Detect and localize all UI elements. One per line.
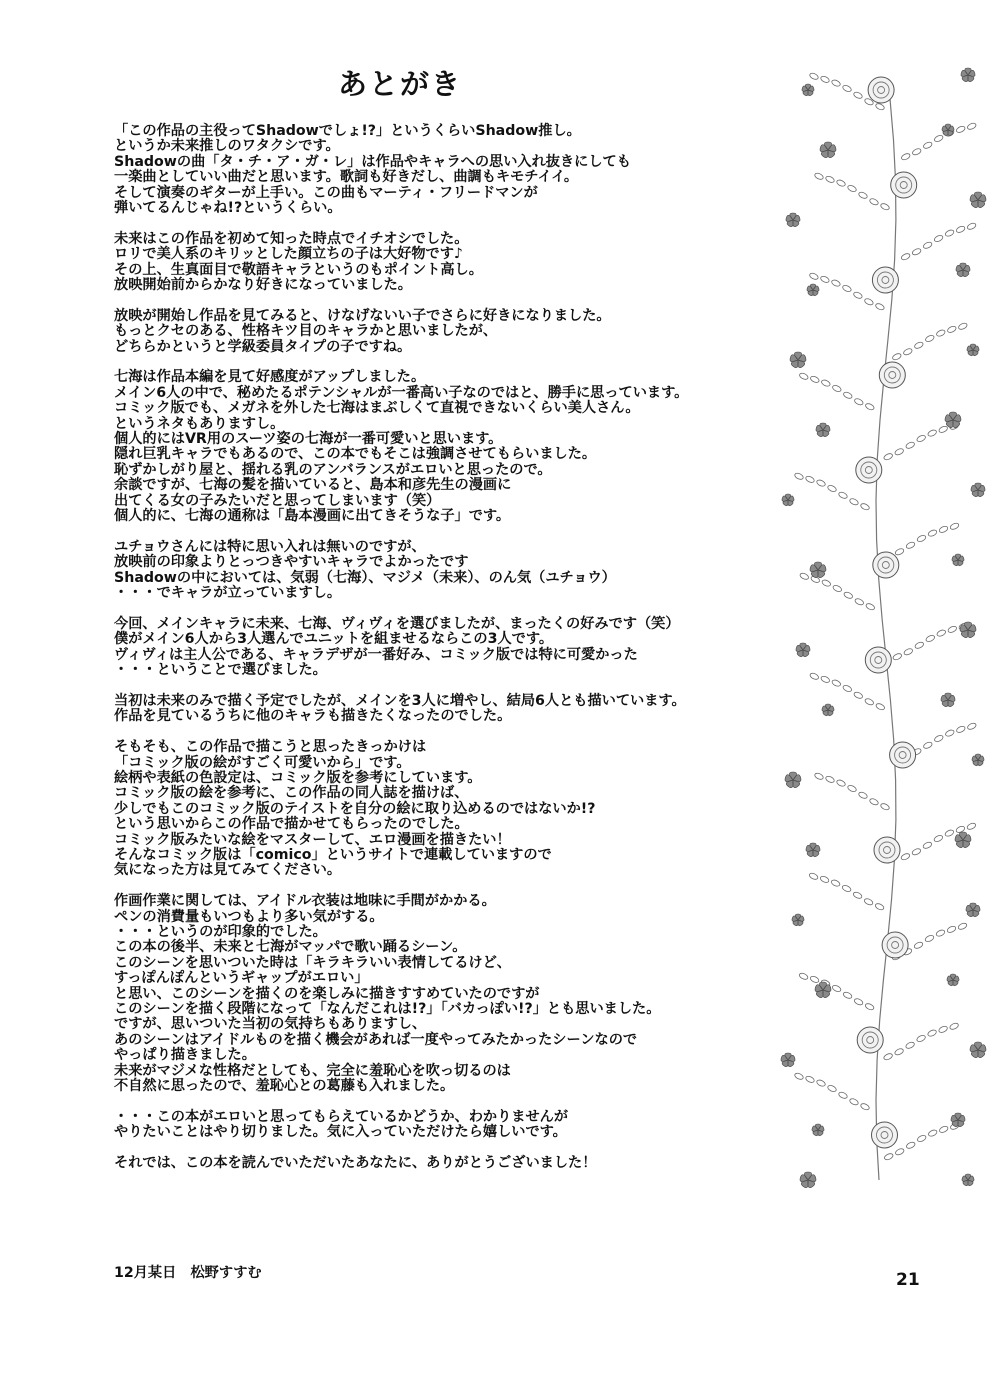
leaf — [956, 125, 966, 134]
blossom — [785, 772, 801, 788]
text-line: やっぱり描きました。 — [114, 1047, 256, 1064]
text-line: 「この作品の主役ってShadowでしょ!?」というくらいShadow推し。 — [114, 123, 581, 139]
leaf — [966, 222, 976, 231]
leaf — [809, 672, 819, 681]
leaf — [936, 629, 946, 638]
text-line: コミック版でも、メガネを外した七海はまぶしくて直視できないくらい美人さん。 — [114, 400, 640, 417]
leaf — [847, 784, 857, 793]
leaf — [946, 925, 956, 934]
text-line: それでは、この本を読んでいただいたあなたに、ありがとうございました！ — [114, 1155, 597, 1172]
leaf — [852, 891, 862, 900]
text-line: すっぽんぽんというギャップがエロい」 — [114, 970, 369, 987]
leaf — [927, 1029, 937, 1038]
text-line: 隠れ巨乳キャラでもあるので、この本でもそこは強調させてもらいました。 — [114, 446, 597, 463]
leaf — [849, 1098, 859, 1107]
text-line: 七海は作品本編を見て好感度がアップしました。 — [114, 369, 426, 386]
leaf — [843, 591, 853, 600]
leaf — [814, 772, 824, 781]
blossom — [782, 494, 794, 506]
leaf — [938, 525, 948, 534]
leaf — [945, 729, 955, 738]
text-line: 放映が開始し作品を見てみると、けなげないい子でさらに好きになりました。 — [114, 307, 611, 324]
leaf — [799, 572, 809, 581]
text-line: 不自然に思ったので、羞恥心との葛藤も入れました。 — [114, 1078, 455, 1095]
leaf — [916, 534, 926, 543]
paragraph — [114, 1156, 774, 1171]
blossom — [962, 1174, 974, 1186]
leaf — [819, 875, 829, 884]
leaf — [912, 148, 922, 157]
leaf — [825, 175, 835, 184]
leaf — [863, 898, 873, 907]
leaf — [922, 241, 932, 250]
text-line: ヴィヴィは主人公である、キャラデザが一番好み、コミック版では特に可愛かった — [114, 646, 638, 663]
paragraph — [114, 540, 774, 602]
leaf — [958, 322, 968, 331]
text-line: というネタもありますし。 — [114, 415, 285, 432]
leaf — [809, 272, 819, 281]
text-line: と思い、このシーンを描くのを楽しみに描きすすめていたのですが — [114, 985, 540, 1002]
leaf — [955, 225, 965, 234]
text-line: 弾いてるんじゃね!?というくらい。 — [114, 200, 342, 217]
blossom — [816, 423, 830, 437]
text-line: ・・・というのが印象的でした。 — [114, 924, 327, 940]
leaf — [880, 802, 890, 811]
leaf — [905, 1041, 915, 1050]
leaf — [947, 325, 957, 334]
leaf — [853, 291, 863, 300]
blossom — [802, 84, 814, 96]
paragraph — [114, 309, 774, 355]
leaf — [900, 252, 910, 261]
leaf — [860, 502, 870, 511]
blossom — [807, 284, 819, 296]
rose — [882, 932, 908, 958]
leaf — [923, 141, 933, 150]
text-line: 僕がメイン6人から3人選んでユニットを組ませるならこの3人です。 — [114, 631, 554, 648]
blossom — [970, 1042, 986, 1058]
rose — [890, 742, 916, 768]
leaf — [831, 279, 841, 288]
leaf — [820, 275, 830, 284]
leaf — [853, 91, 863, 100]
paragraph — [114, 740, 774, 879]
leaf — [842, 991, 852, 1000]
leaf — [853, 691, 863, 700]
text-line: という思いからこの作品で描かせてもらったのでした。 — [114, 816, 469, 833]
leaf — [911, 248, 921, 257]
text-line: ・・・でキャラが立っていますし。 — [114, 585, 342, 602]
paragraph — [114, 694, 774, 725]
blossom — [955, 832, 971, 848]
text-line: 未来はこの作品を初めて知った時点でイチオシでした。 — [114, 230, 469, 247]
text-line: この本の後半、未来と七海がマッパで歌い踊るシーン。 — [114, 939, 467, 956]
text-line: コミック版の絵を参考に、この作品の同人誌を描けば、 — [114, 785, 469, 802]
text-line: もっとクセのある、性格キツ目のキャラかと思いましたが、 — [114, 323, 498, 340]
text-line: 未来がマジメな性格だとしても、完全に羞恥心を吹っ切るのは — [114, 1062, 511, 1079]
leaf — [816, 1079, 826, 1088]
text-line: コミック版みたいな絵をマスターして、エロ漫画を描きたい！ — [114, 831, 511, 848]
paragraph — [114, 232, 774, 294]
text-line: 少しでもこのコミック版のテイストを自分の絵に取り込めるのではないか!? — [114, 800, 596, 817]
leaf — [949, 522, 959, 531]
leaf — [900, 852, 910, 861]
text-line: ロリで美人系のキリッとした顔立ちの子は大好物です♪ — [114, 246, 463, 263]
leaf — [903, 648, 913, 657]
text-line: ペンの消費量もいつもより多い気がする。 — [114, 908, 384, 925]
leaf — [905, 441, 915, 450]
text-line: 気になった方は見てみてください。 — [114, 862, 342, 879]
blossom — [961, 68, 975, 82]
afterword-body — [114, 124, 774, 1187]
leaf — [842, 84, 852, 93]
leaf — [935, 929, 945, 938]
leaf — [836, 779, 846, 788]
leaf — [944, 229, 954, 238]
leaf — [933, 234, 943, 243]
leaf — [843, 391, 853, 400]
paragraph — [114, 124, 774, 216]
text-line: 個人的にはVR用のスーツ姿の七海が一番可愛いと思います。 — [114, 431, 503, 448]
leaf — [895, 1148, 905, 1157]
blossom — [792, 914, 804, 926]
blossom — [800, 1172, 816, 1188]
leaf — [858, 191, 868, 200]
leaf — [967, 722, 977, 731]
blossom — [951, 1113, 965, 1127]
text-line: 今回、メインキャラに未来、七海、ヴィヴィを選びましたが、まったくの好みです（笑） — [114, 615, 680, 632]
text-line: そして演奏のギターが上手い。この曲もマーティ・フリードマンが — [114, 184, 538, 201]
leaf — [809, 975, 819, 984]
rose — [865, 647, 891, 673]
leaf — [967, 122, 977, 131]
text-line: 放映前の印象よりとっつきやすいキャラでよかったです — [114, 554, 469, 571]
leaf — [831, 79, 841, 88]
leaf — [869, 198, 879, 207]
blossom — [956, 263, 970, 277]
blossom — [952, 554, 964, 566]
leaf — [838, 491, 848, 500]
text-line: 個人的に、七海の通称は「島本漫画に出てきそうな子」です。 — [114, 508, 511, 525]
blossom — [947, 974, 959, 986]
leaf — [849, 498, 859, 507]
rose — [872, 1122, 898, 1148]
leaf — [883, 1052, 893, 1061]
leaf — [865, 602, 875, 611]
leaf — [816, 479, 826, 488]
blossom — [971, 483, 985, 497]
text-line: あのシーンはアイドルものを描く機会があれば一度やってみたかったシーンなので — [114, 1031, 638, 1048]
page-number: 21 — [896, 1270, 920, 1290]
leaf — [847, 184, 857, 193]
leaf — [799, 372, 809, 381]
text-line: 作画作業に関しては、アイドル衣装は地味に手間がかかる。 — [114, 893, 496, 910]
leaf — [858, 791, 868, 800]
blossom — [942, 124, 954, 136]
signature-line: 12月某日 松野すすむ — [114, 1265, 262, 1281]
leaf — [838, 1091, 848, 1100]
leaf — [925, 634, 935, 643]
leaf — [864, 1002, 874, 1011]
leaf — [892, 352, 902, 361]
leaf — [827, 1084, 837, 1093]
leaf — [864, 698, 874, 707]
blossom — [822, 704, 834, 716]
leaf — [842, 684, 852, 693]
leaf — [894, 448, 904, 457]
text-line: そもそも、この作品で描こうと思ったきっかけは — [114, 739, 427, 756]
blossom — [966, 903, 980, 917]
text-line: 「コミック版の絵がすごく可愛いから」です。 — [114, 754, 411, 771]
leaf — [916, 1034, 926, 1043]
leaf — [853, 998, 863, 1007]
leaf — [831, 679, 841, 688]
page-title: あとがき — [337, 67, 462, 101]
leaf — [832, 384, 842, 393]
leaf — [927, 429, 937, 438]
leaf — [821, 579, 831, 588]
blossom — [806, 843, 820, 857]
leaf — [875, 302, 885, 311]
rose — [856, 457, 882, 483]
leaf — [814, 172, 824, 181]
text-line: ですが、思いついた当初の気持ちもありますし、 — [114, 1016, 427, 1033]
leaf — [917, 1134, 927, 1143]
leaf — [928, 1129, 938, 1138]
blossom — [967, 344, 979, 356]
leaf — [916, 434, 926, 443]
vine-stem — [876, 80, 896, 1180]
leaf — [911, 848, 921, 857]
leaf — [905, 541, 915, 550]
blossom — [941, 693, 955, 707]
paragraph — [114, 617, 774, 679]
leaf — [794, 472, 804, 481]
rose — [874, 837, 900, 863]
text-line: 一楽曲としていい曲だと思います。歌詞も好きだし、曲調もキモチイイ。 — [114, 169, 579, 186]
leaf — [949, 1022, 959, 1031]
text-line: どちらかというと学級委員タイプの子ですね。 — [114, 338, 412, 355]
leaf — [836, 179, 846, 188]
leaf — [854, 398, 864, 407]
text-line: Shadowの曲「タ・チ・ア・ガ・レ」は作品やキャラへの思い入れ抜きにしても — [114, 153, 631, 170]
leaf — [794, 1072, 804, 1081]
blossom — [786, 213, 800, 227]
leaf — [874, 902, 884, 911]
leaf — [865, 402, 875, 411]
text-line: 出てくる女の子みたいだと思ってしまいます（笑） — [114, 492, 441, 509]
rose — [857, 1027, 883, 1053]
blossom — [796, 643, 810, 657]
leaf — [841, 884, 851, 893]
leaf — [913, 941, 923, 950]
leaf — [883, 452, 893, 461]
leaf — [906, 1141, 916, 1150]
leaf — [903, 348, 913, 357]
rose — [872, 267, 898, 293]
leaf — [939, 1125, 949, 1134]
blossom — [972, 754, 984, 766]
blossom — [812, 1124, 824, 1136]
blossom — [970, 192, 986, 208]
leaf — [936, 329, 946, 338]
leaf — [956, 725, 966, 734]
leaf — [880, 202, 890, 211]
leaf — [914, 341, 924, 350]
paragraph — [114, 370, 774, 524]
text-line: 当初は未来のみで描く予定でしたが、メインを3人に増やし、結局6人とも描いています。 — [114, 692, 686, 709]
rose — [868, 77, 894, 103]
text-line: 作品を見ているうちに他のキャラも描きたくなったのでした。 — [114, 708, 512, 725]
leaf — [820, 675, 830, 684]
text-line: 放映開始前からかなり好きになっていました。 — [114, 277, 412, 294]
leaf — [894, 1048, 904, 1057]
blossom — [945, 412, 961, 428]
leaf — [914, 641, 924, 650]
floral-vine-border — [768, 60, 1000, 1210]
leaf — [827, 484, 837, 493]
leaf — [860, 1102, 870, 1111]
leaf — [947, 625, 957, 634]
rose — [879, 362, 905, 388]
text-line: ユチョウさんには特に思い入れは無いのですが、 — [114, 538, 426, 555]
leaf — [901, 152, 911, 161]
leaf — [934, 734, 944, 743]
leaf — [957, 922, 967, 931]
leaf — [927, 529, 937, 538]
leaf — [809, 72, 819, 81]
leaf — [922, 841, 932, 850]
leaf — [808, 872, 818, 881]
blossom — [820, 142, 836, 158]
leaf — [798, 972, 808, 981]
leaf — [934, 134, 944, 143]
text-line: このシーンを思いついた時は「キラキラいい表情してるけど、 — [114, 954, 511, 971]
leaf — [925, 334, 935, 343]
text-line: やりたいことはやり切りました。気に入っていただけたら嬉しいです。 — [114, 1124, 567, 1141]
leaf — [938, 425, 948, 434]
paragraph — [114, 894, 774, 1094]
text-line: その上、生真面目で敬語キャラというのもポイント高し。 — [114, 261, 483, 278]
blossom — [790, 352, 806, 368]
leaf — [892, 652, 902, 661]
paragraph — [114, 1110, 774, 1141]
text-line: ・・・この本がエロいと思ってもらえているかどうか、わかりませんが — [114, 1108, 569, 1125]
text-line: メイン6人の中で、秘めたるポテンシャルが一番高い子なのではと、勝手に思っています。 — [114, 384, 689, 401]
leaf — [825, 775, 835, 784]
leaf — [894, 548, 904, 557]
leaf — [875, 702, 885, 711]
text-line: ・・・ということで選びました。 — [114, 662, 327, 679]
leaf — [966, 822, 976, 831]
leaf — [810, 375, 820, 384]
leaf — [933, 834, 943, 843]
leaf — [869, 798, 879, 807]
leaf — [830, 879, 840, 888]
leaf — [938, 1025, 948, 1034]
leaf — [864, 298, 874, 307]
leaf — [832, 584, 842, 593]
leaf — [842, 284, 852, 293]
leaf — [821, 379, 831, 388]
leaf — [924, 934, 934, 943]
text-line: 絵柄や表紙の色設定は、コミック版を参考にしています。 — [114, 769, 482, 786]
leaf — [884, 1152, 894, 1161]
leaf — [854, 598, 864, 607]
leaf — [820, 75, 830, 84]
leaf — [875, 102, 885, 111]
text-line: そんなコミック版は「comico」というサイトで連載していますので — [114, 846, 552, 863]
text-line: 余談ですが、七海の髪を描いていると、島本和彦先生の漫画に — [114, 477, 512, 494]
leaf — [805, 475, 815, 484]
text-line: というか未来推しのワタクシです。 — [114, 138, 340, 155]
leaf — [923, 741, 933, 750]
blossom — [781, 1053, 795, 1067]
leaf — [944, 829, 954, 838]
leaf — [805, 1075, 815, 1084]
rose — [873, 552, 899, 578]
text-line: Shadowの中においては、気弱（七海）、マジメ（未来）、のん気（ユチョウ） — [114, 569, 616, 586]
text-line: このシーンを描く段階になって「なんだこれは!?」「バカっぽい!?」とも思いました。 — [114, 1001, 661, 1018]
text-line: 恥ずかしがり屋と、揺れる乳のアンバランスがエロいと思ったので。 — [114, 461, 552, 478]
leaf — [831, 984, 841, 993]
rose — [891, 172, 917, 198]
blossom — [810, 562, 826, 578]
